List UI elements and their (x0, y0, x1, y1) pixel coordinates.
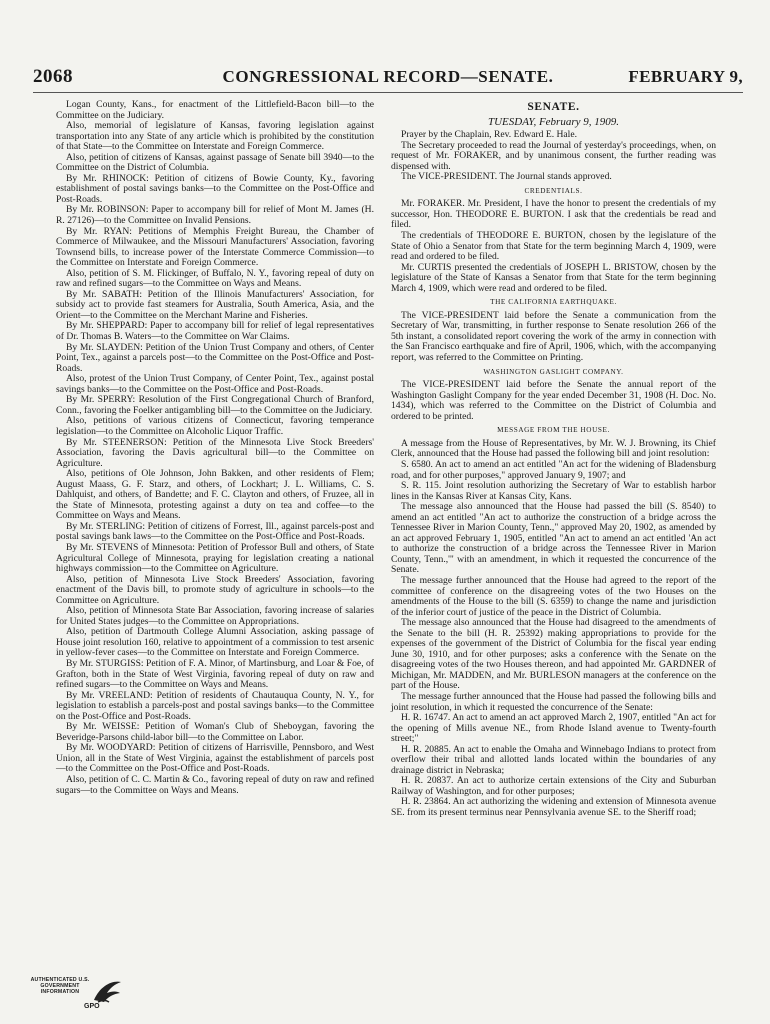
petition-paragraph: By Mr. RYAN: Petitions of Memphis Freight Bureau, the Chamber of Commerce of Milwaukee, and the Missouri Manufacturers' Association, favoring Townsend bills, to increase power of the Interstate Commerce Commission—to the Committee on Interstate and Foreign Commerce. (56, 225, 374, 269)
petition-paragraph: By Mr. VREELAND: Petition of residents of Chautauqua County, N. Y., for legislation to establish a parcels-post and postal savings banks—to the Committee on the Post-Office and Post-Roads. (56, 689, 374, 722)
credentials-heading: CREDENTIALS. (524, 186, 583, 195)
earthquake-paragraph: The VICE-PRESIDENT laid before the Senate a communication from the Secretary of War, transmitting, in further response to Senate resolution 266 of the 5th instant, a consolidated report covering the work of the army in connection with the San Francisco earthquake and fire of April, 1906, which, with the accompanying report, was referred to the Committee on Printing. (391, 309, 716, 364)
petition-paragraph: Also, petition of C. C. Martin & Co., favoring repeal of duty on raw and refined sugars—to the Committee on Ways and Means. (56, 774, 374, 796)
earthquake-heading: THE CALIFORNIA EARTHQUAKE. (490, 298, 617, 307)
page-header (33, 66, 743, 90)
proceedings-paragraph: The Secretary proceeded to read the Journal of yesterday's proceedings, when, on request of Mr. FORAKER, and by unanimous consent, the further reading was dispensed with. (391, 139, 716, 172)
petition-paragraph: Also, petition of Dartmouth College Alumni Association, asking passage of House joint resolution 160, relative to appointment of a commission to test arsenic in yellow-fever cases—to the Committee on Interstate and Foreign Commerce. (56, 626, 374, 659)
petition-paragraph: By Mr. SHEPPARD: Paper to accompany bill for relief of legal representatives of Dr. Thomas B. Waters—to the Committee on War Claims. (56, 320, 374, 343)
house-message-paragraph: The message also announced that the House had disagreed to the amendments of the Senate to the bill (H. R. 25392) making appropriations to provide for the expenses of the government of the District of Columbia for the fiscal year ending June 30, 1910, and for other purposes; asks a conference with the Senate on the disagreeing votes of the two Houses thereon, and had appointed Mr. GARDNER of Michigan, Mr. MADDEN, and Mr. BURLESON managers at the conference on the part of the House. (391, 617, 716, 692)
petition-paragraph: Also, petition of S. M. Flickinger, of Buffalo, N. Y., favoring repeal of duty on raw and refined sugars—to the Committee on Ways and Means. (56, 267, 374, 290)
petition-paragraph: By Mr. WOODYARD: Petition of citizens of Harrisville, Pennsboro, and West Union, all in the State of West Virginia, against the establishment of parcels post—to the Committee on the Post-Office and Post-Roads. (56, 742, 374, 775)
petition-paragraph: Logan County, Kans., for enactment of the Littlefield-Bacon bill—to the Committee on the Judiciary. (56, 99, 374, 121)
gaslight-heading: WASHINGTON GASLIGHT COMPANY. (483, 367, 624, 376)
house-message-paragraph: H. R. 20885. An act to enable the Omaha and Winnebago Indians to protect from overflow their tribal and allotted lands located within the boundaries of any drainage district in Nebraska; (391, 743, 716, 776)
petition-paragraph: By Mr. STURGISS: Petition of F. A. Minor, of Martinsburg, and Loar & Foe, of Grafton, both in the State of West Virginia, favoring repeal of duty on raw and refined sugars—to the Committee on Ways and Means. (56, 657, 374, 691)
petition-paragraph: By Mr. WEISSE: Petition of Woman's Club of Sheboygan, favoring the Beveridge-Parsons child-labor bill—to the Committee on Labor. (56, 721, 374, 743)
running-title: CONGRESSIONAL RECORD—SENATE. (222, 67, 554, 86)
petition-paragraph: By Mr. SABATH: Petition of the Illinois Manufacturers' Association, for subsidy act to provide fast steamers for Australia, South America, Asia, and the Orient—to the Committee on the Merchant Marine and Fisheries. (56, 288, 374, 321)
petition-paragraph: Also, petitions of Ole Johnson, John Bakken, and other residents of Flem; August Maass, G. F. Starz, and others, of Lockhart; J. L. Williams, C. S. Dahlquist, and others, of Bandette; and F. C. Clayton and others, of Fruzee, all in the State of Minnesota, protesting against a duty on tea and coffee—to the Committee on Ways and Means. (56, 468, 374, 522)
petition-paragraph: By Mr. RHINOCK: Petition of citizens of Bowie County, Ky., favoring establishment of postal savings banks—to the Committee on the Post-Office and Post-Roads. (56, 172, 374, 205)
house-message-paragraph: A message from the House of Representatives, by Mr. W. J. Browning, its Chief Clerk, announced that the House had passed the following bill and joint resolution: (391, 437, 716, 460)
petition-paragraph: By Mr. STEENERSON: Petition of the Minnesota Live Stock Breeders' Association, favoring the Davis agricultural bill—to the Committee on Agriculture. (56, 436, 374, 469)
petition-paragraph: By Mr. STERLING: Petition of citizens of Forrest, Ill., against parcels-post and postal savings bank laws—to the Committee on the Post-Office and Post-Roads. (56, 520, 374, 543)
gpo-mark: GPO (84, 1003, 100, 1010)
petition-paragraph: Also, petitions of various citizens of Connecticut, favoring temperance legislation—to the Committee on Alcoholic Liquor Traffic. (56, 415, 374, 437)
petition-paragraph: By Mr. SPERRY: Resolution of the First Congregational Church of Branford, Conn., favoring the Foelker antigambling bill—to the Committee on the Judiciary. (56, 394, 374, 416)
petition-paragraph: Also, protest of the Union Trust Company, of Center Point, Tex., against postal savings banks—to the Committee on the Post-Office and Post-Roads. (56, 373, 374, 395)
house-message-heading: MESSAGE FROM THE HOUSE. (497, 426, 610, 435)
stamp-text: AUTHENTICATED U.S. GOVERNMENT INFORMATION (30, 977, 90, 995)
credentials-paragraph: Mr. FORAKER. Mr. President, I have the honor to present the credentials of my successor, Hon. THEODORE E. BURTON. I ask that the credentials be read and filed. (391, 198, 716, 231)
petition-paragraph: By Mr. STEVENS of Minnesota: Petition of Professor Bull and others, of State Agricultural College of Minnesota, praying for legislation creating a national highways commission—to the Committee on Agriculture. (56, 541, 374, 575)
page-number: 2068 (33, 66, 73, 87)
gpo-authentication-stamp (30, 976, 126, 1016)
petition-paragraph: By Mr. ROBINSON: Paper to accompany bill for relief of Mont M. James (H. R. 27126)—to the Committee on Invalid Pensions. (56, 204, 374, 227)
house-message-paragraph: H. R. 20837. An act to authorize certain extensions of the City and Suburban Railway of Washington, and for other purposes; (391, 775, 716, 797)
house-message-paragraph: H. R. 16747. An act to amend an act approved March 2, 1907, entitled "An act for the opening of Mills avenue NE., from Rhode Island avenue to Twenty-fourth street;" (391, 712, 716, 745)
senate-dateline: TUESDAY, February 9, 1909. (488, 115, 619, 128)
gaslight-paragraph: The VICE-PRESIDENT laid before the Senate the annual report of the Washington Gaslight Company for the year ended December 31, 1908 (H. Doc. No. 1434), which was referred to the Committee on the District of Columbia and ordered to be printed. (391, 379, 716, 422)
credentials-paragraph: The credentials of THEODORE E. BURTON, chosen by the legislature of the State of Ohio a Senator from that State for the term beginning March 4, 1909, were read and ordered to be filed. (391, 230, 716, 263)
proceedings-paragraph: Prayer by the Chaplain, Rev. Edward E. Hale. (401, 129, 578, 141)
house-message-paragraph: The message further announced that the House had passed the following bills and joint resolution, in which it requested the concurrence of the Senate: (391, 690, 716, 713)
house-message-paragraph: H. R. 23864. An act authorizing the widening and extension of Minnesota avenue SE. from its present terminus near Pennsylvania avenue SE. to the Sheriff road; (391, 796, 716, 818)
house-message-paragraph: The message further announced that the House had agreed to the report of the committee of conference on the disagreeing votes of the two Houses on the amendments of the House to the bill (S. 6359) to change the name and jurisdiction of the inferior court of justice of the peace in the District of Columbia. (391, 574, 716, 618)
credentials-paragraph: Mr. CURTIS presented the credentials of JOSEPH L. BRISTOW, chosen by the legislature of the State of Kansas a Senator from that State for the term beginning March 4, 1909, which were read and ordered to be filed. (391, 261, 716, 294)
house-message-paragraph: S. R. 115. Joint resolution authorizing the Secretary of War to establish harbor lines in the Kansas River at Kansas City, Kans. (391, 480, 716, 502)
right-column (391, 100, 716, 819)
senate-heading: SENATE. (527, 101, 580, 113)
left-column (56, 100, 374, 796)
page-date: FEBRUARY 9, (628, 67, 743, 86)
petition-paragraph: Also, memorial of legislature of Kansas, favoring legislation against transportation into any State of any article which is prohibited by the constitution of that State—to the Committee on Interstate and Foreign Commerce. (56, 120, 374, 153)
petition-paragraph: Also, petition of Minnesota State Bar Association, favoring increase of salaries for United States judges—to the Committee on Appropriations. (56, 605, 374, 627)
petition-paragraph: Also, petition of citizens of Kansas, against passage of Senate bill 3940—to the Committee on the District of Columbia. (56, 151, 374, 174)
petition-paragraph: By Mr. SLAYDEN: Petition of the Union Trust Company and others, of Center Point, Tex., against a parcels post—to the Committee on the Post-Office and Post-Roads. (56, 341, 374, 374)
house-message-paragraph: S. 6580. An act to amend an act entitled "An act for the widening of Bladensburg road, and for other purposes," approved January 9, 1907; and (391, 458, 716, 481)
house-message-paragraph: The message also announced that the House had passed the bill (S. 8540) to amend an act entitled "An act to authorize the construction of a bridge across the Tennessee River in Marion County, Tenn.," approved May 20, 1902, as amended by an act approved February 1, 1905, entitled "An act to amend an act entitled 'An act to authorize the construction of a bridge across the Tennessee River in Marion County, Tenn.,'" with an amendment, in which it requested the concurrence of the Senate. (391, 501, 716, 576)
petition-paragraph: Also, petition of Minnesota Live Stock Breeders' Association, favoring enactment of the Davis bill, to promote study of agriculture in schools—to the Committee on Agriculture. (56, 573, 374, 606)
proceedings-paragraph: The VICE-PRESIDENT. The Journal stands approved. (401, 171, 612, 183)
header-rule (33, 92, 743, 93)
